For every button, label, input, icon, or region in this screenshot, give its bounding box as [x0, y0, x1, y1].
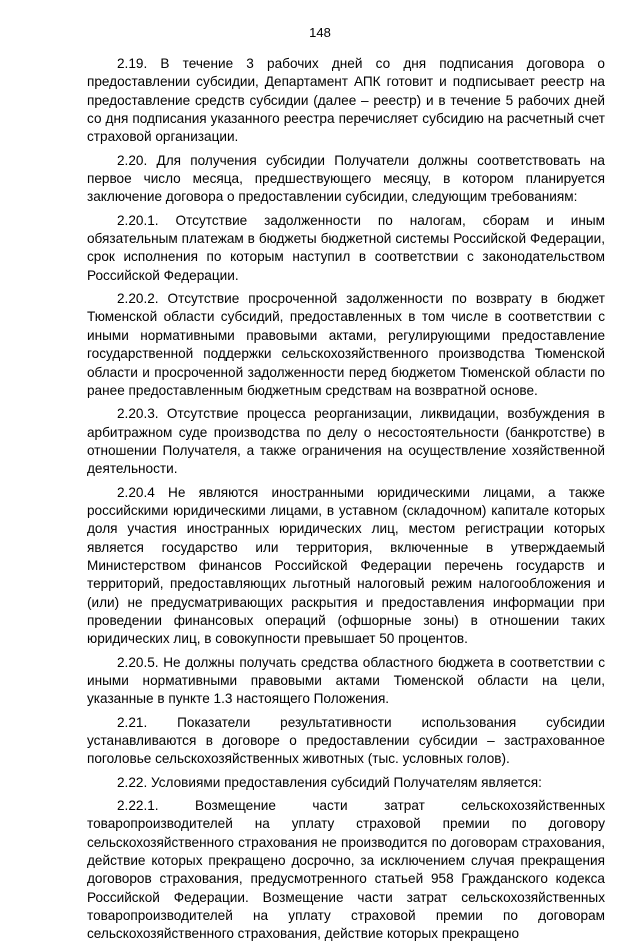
- paragraph-2-21: 2.21. Показатели результативности использования субсидии устанавливаются в договоре о предоставлении субсидии – застрахованное поголовье сельскохозяйственных животных (тыс. условных голов).: [87, 714, 605, 767]
- paragraph-2-19: 2.19. В течение 3 рабочих дней со дня подписания договора о предоставлении субсидии, Департамент АПК готовит и подписывает реестр на предоставление средств субсидии (далее – реестр) и в течение 5 рабочих дней со дня подписания указанного реестра перечисляет субсидию на расчетный счет страховой организации.: [87, 56, 605, 145]
- paragraph-2-22-1: 2.22.1. Возмещение части затрат сельскохозяйственных товаропроизводителей на уплату страховой премии по договору сельскохозяйственного страхования не производится по договорам страхования, действие которых прекращено досрочно, за исключением случая прекращения договоров страхования, предусмотренного статьей 958 Гражданского кодекса Российской Федерации. Возмещение части затрат сельскохозяйственных товаропроизводителей на уплату страховой премии по договорам сельскохозяйственного страхования, действие которых прекращено: [87, 798, 605, 942]
- page-number: 148: [309, 25, 331, 40]
- paragraph-2-20-3: 2.20.3. Отсутствие процесса реорганизации, ликвидации, возбуждения в арбитражном суде производства по делу о несостоятельности (банкротстве) в отношении Получателя, а также ограничения на осуществление хозяйственной деятельности.: [87, 406, 605, 477]
- paragraph-2-20-5: 2.20.5. Не должны получать средства областного бюджета в соответствии с иными нормативными правовыми актами Тюменской области на цели, указанные в пункте 1.3 настоящего Положения.: [87, 654, 605, 707]
- paragraph-2-20-1: 2.20.1. Отсутствие задолженности по налогам, сборам и иным обязательным платежам в бюджеты бюджетной системы Российской Федерации, срок исполнения по которым наступил в соответствии с законодательством Российской Федерации.: [87, 212, 605, 283]
- paragraph-2-20-4: 2.20.4 Не являются иностранными юридическими лицами, а также российскими юридическими лицами, в уставном (складочном) капитале которых доля участия иностранных юридических лиц, местом регистрации которых является государство или территория, включенные в утверждаемый Министерством финансов Российской Федерации перечень государств и территорий, предоставляющих льготный налоговый режим налогообложения и (или) не предусматривающих раскрытия и предоставления информации при проведении финансовых операций (офшорные зоны) в отношении таких юридических лиц, в совокупности превышает 50 процентов.: [87, 484, 605, 647]
- paragraph-2-20: 2.20. Для получения субсидии Получатели должны соответствовать на первое число месяца, предшествующего месяцу, в котором планируется заключение договора о предоставлении субсидии, следующим требованиям:: [87, 152, 605, 205]
- paragraph-2-22: 2.22. Условиями предоставления субсидий Получателям является:: [117, 774, 542, 790]
- document-body: [87, 55, 605, 949]
- paragraph-2-20-2: 2.20.2. Отсутствие просроченной задолженности по возврату в бюджет Тюменской области субсидий, предоставленных в том числе в соответствии с иными нормативными правовыми актами, регулирующими предоставление государственной поддержки сельскохозяйственного производства Тюменской области и просроченной задолженности перед бюджетом Тюменской области по ранее предоставленным бюджетным средствам на возвратной основе.: [87, 291, 605, 398]
